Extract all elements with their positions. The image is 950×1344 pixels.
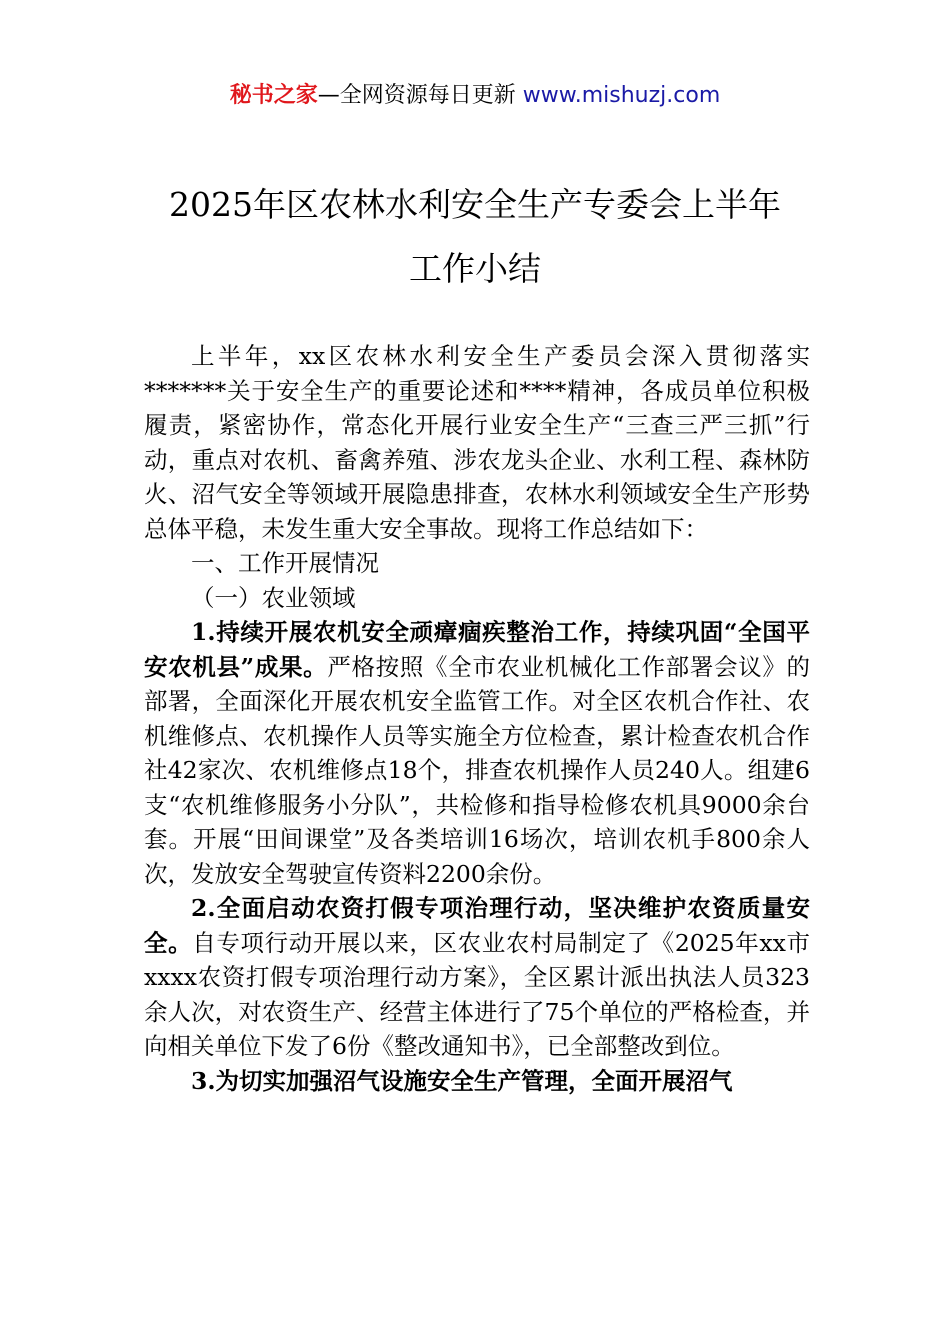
item-paragraph-3 — [144, 1064, 810, 1099]
item-text-2: 自专项行动开展以来，区农业农村局制定了《2025年xx市xxxx农资打假专项治理行动方案》，全区累计派出执法人员323余人次，对农资生产、经营主体进行了75个单位的严格检查，并向相关单位下发了6份《整改通知书》，已全部整改到位。 — [144, 928, 811, 1060]
subsection-heading: （一）农业领域 — [191, 583, 356, 612]
item-heading-3: 3.为切实加强沼气设施安全生产管理，全面开展沼气 — [191, 1066, 733, 1095]
site-url-link[interactable]: www.mishuzj.com — [522, 83, 721, 108]
item-paragraph-1 — [144, 615, 810, 891]
section-heading: 一、工作开展情况 — [191, 549, 379, 577]
item-heading-1: 1.持续开展农机安全顽瘴痼疾整治工作，持续巩固“全国平安农机县”成果。 — [144, 618, 810, 681]
intro-paragraph: 上半年，xx区农林水利安全生产委员会深入贯彻落实*******关于安全生产的重要论述和****精神，各成员单位积极履责，紧密协作，常态化开展行业安全生产“三查三严三抓”行动，重点对农机、畜禽养殖、涉农龙头企业、水利工程、森林防火、沼气安全等领域开展隐患排查，农林水利领域安全生产形势总体平稳，未发生重大安全事故。现将工作总结如下： — [144, 342, 810, 543]
document-body — [144, 339, 810, 1098]
document-title — [100, 173, 850, 301]
title-line-1: 2025年区农林水利安全生产专委会上半年 — [169, 185, 781, 224]
site-tagline: —全网资源每日更新 — [317, 83, 523, 108]
item-text-1: 严格按照《全市农业机械化工作部署会议》的部署，全面深化开展农机安全监管工作。对全区农机合作社、农机维修点、农机操作人员等实施全方位检查，累计检查农机合作社42家次、农机维修点18个，排查农机操作人员240人。组建6支“农机维修服务小分队”，共检修和指导检修农机具9000余台套。开展“田间课堂”及各类培训16场次，培训农机手800余人次，发放安全驾驶宣传资料2200余份。 — [144, 652, 810, 888]
title-line-2: 工作小结 — [409, 249, 541, 288]
site-header — [0, 80, 950, 112]
site-brand: 秘书之家 — [229, 83, 318, 108]
item-heading-2: 2.全面启动农资打假专项治理行动，坚决维护农资质量安全。 — [144, 894, 810, 957]
item-paragraph-2 — [144, 891, 810, 1064]
